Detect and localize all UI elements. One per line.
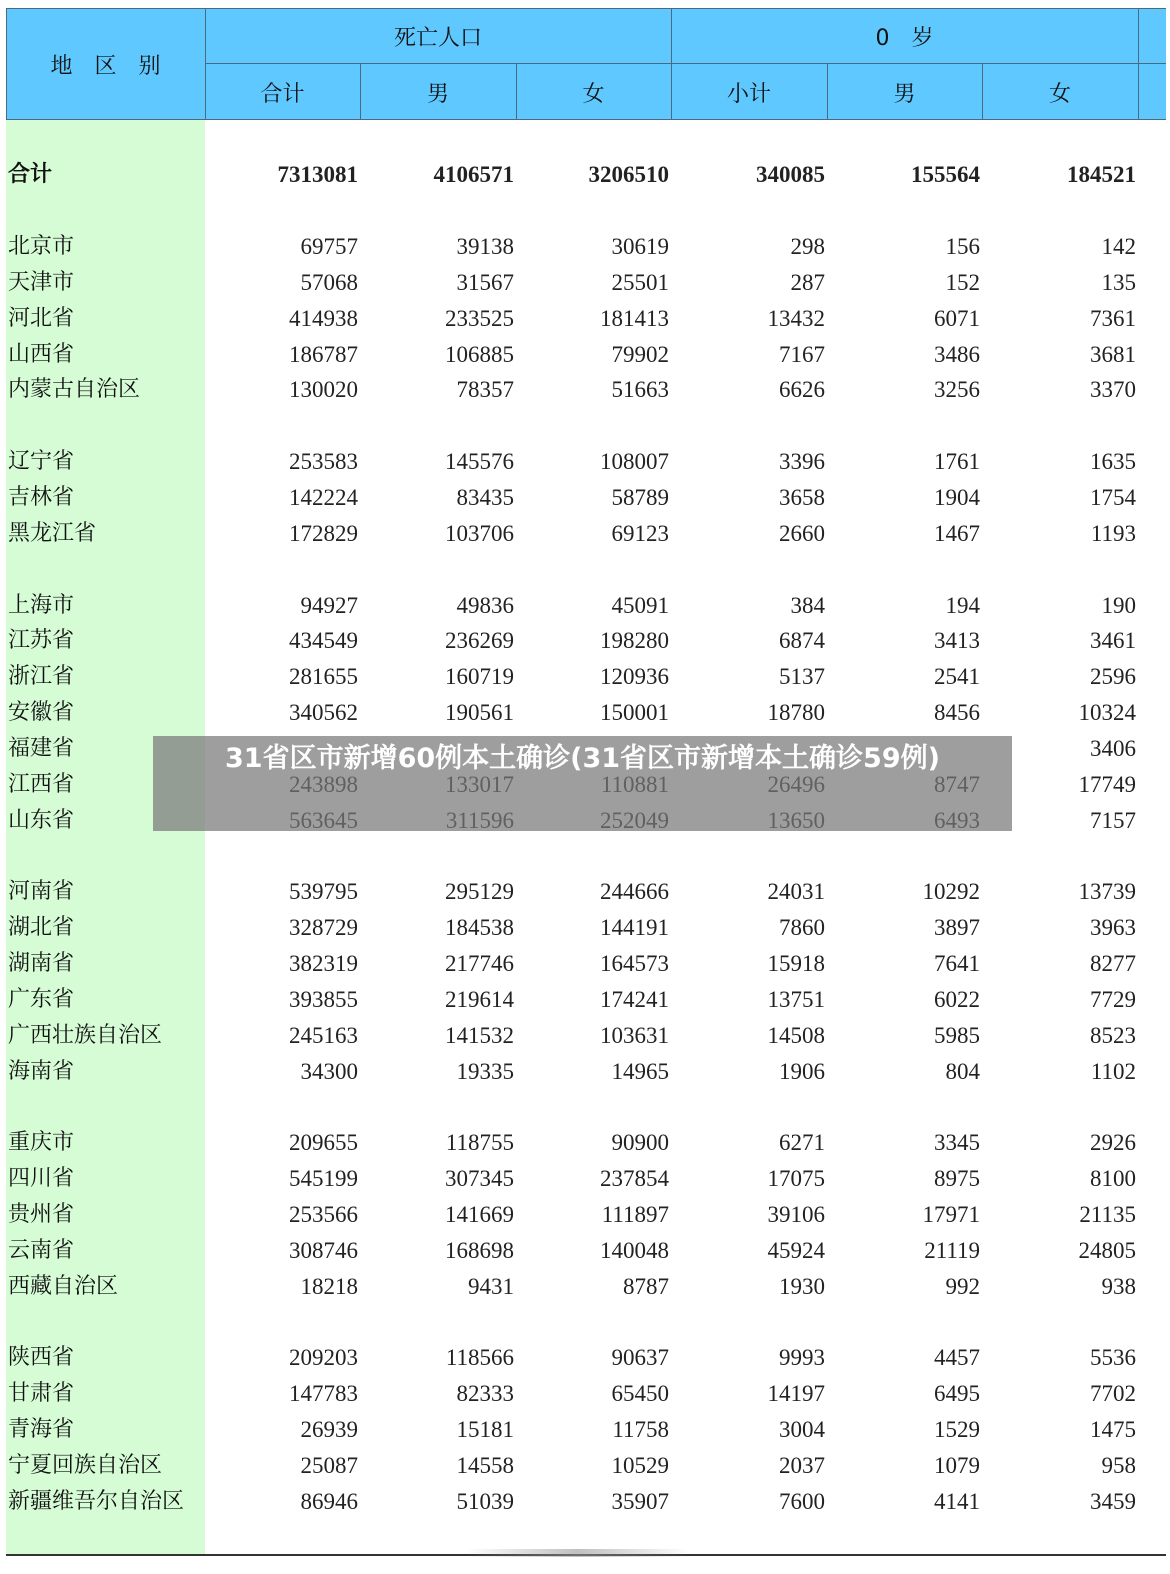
table-row — [6, 660, 1166, 694]
cell-deaths-male: 83435 — [456, 485, 514, 510]
cell-age0-subtotal: 287 — [790, 270, 825, 295]
cell-deaths-male: 14558 — [456, 1453, 514, 1478]
cell-age0-subtotal: 14508 — [767, 1023, 825, 1048]
cell-deaths-female: 51663 — [611, 377, 669, 402]
cell-deaths-male: 49836 — [456, 593, 514, 618]
caption-overlay — [153, 736, 1012, 831]
cell-deaths-female: 69123 — [611, 521, 669, 546]
cell-deaths-male: 307345 — [445, 1166, 514, 1191]
cell-deaths-male: 31567 — [456, 270, 514, 295]
cell-age0-female: 3681 — [1090, 342, 1136, 367]
cell-age0-subtotal: 7860 — [779, 915, 825, 940]
cell-age0-male: 1079 — [934, 1453, 980, 1478]
cell-age0-female: 1475 — [1090, 1417, 1136, 1442]
cell-deaths-male: 233525 — [445, 306, 514, 331]
cell-deaths-female: 150001 — [600, 700, 669, 725]
cell-age0-female: 17749 — [1078, 772, 1136, 797]
cell-age0-female: 135 — [1101, 270, 1136, 295]
table-row — [6, 517, 1166, 551]
cell-deaths-female: 140048 — [600, 1238, 669, 1263]
header-divider — [6, 8, 7, 120]
cell-age0-subtotal: 340085 — [756, 162, 825, 187]
region-name: 天津市 — [8, 270, 75, 295]
region-name: 海南省 — [8, 1059, 75, 1084]
cell-deaths-male: 103706 — [445, 521, 514, 546]
region-name: 吉林省 — [8, 485, 75, 510]
cell-deaths-total: 308746 — [289, 1238, 358, 1263]
cell-deaths-female: 164573 — [600, 951, 669, 976]
region-name: 广东省 — [8, 987, 75, 1012]
cell-age0-male: 3486 — [934, 342, 980, 367]
cell-deaths-total: 94927 — [300, 593, 358, 618]
header-mid-rule — [205, 63, 1166, 64]
cell-age0-subtotal: 3004 — [779, 1417, 825, 1442]
cell-age0-male: 992 — [945, 1274, 980, 1299]
header-divider — [827, 64, 828, 120]
region-name: 江西省 — [8, 772, 75, 797]
cell-age0-female: 8523 — [1090, 1023, 1136, 1048]
cell-age0-female: 142 — [1101, 234, 1136, 259]
cell-age0-female: 2596 — [1090, 664, 1136, 689]
region-name: 广西壮族自治区 — [8, 1023, 163, 1048]
region-name: 湖南省 — [8, 951, 75, 976]
col-header-male: 男 — [426, 81, 449, 107]
header-divider — [205, 8, 206, 120]
total-row — [6, 158, 1166, 192]
region-name: 陕西省 — [8, 1345, 75, 1370]
cell-deaths-female: 58789 — [611, 485, 669, 510]
table-row — [6, 1341, 1166, 1375]
cell-age0-subtotal: 2037 — [779, 1453, 825, 1478]
header-bottom-rule — [6, 119, 1166, 120]
cell-deaths-male: 118755 — [445, 1130, 514, 1155]
header-divider — [516, 64, 517, 120]
region-name: 上海市 — [8, 593, 75, 618]
cell-age0-female: 13739 — [1078, 879, 1136, 904]
cell-deaths-male: 78357 — [456, 377, 514, 402]
region-name: 宁夏回族自治区 — [8, 1453, 163, 1478]
cell-age0-male: 3413 — [934, 628, 980, 653]
table-row — [6, 1055, 1166, 1089]
cell-age0-male: 2541 — [934, 664, 980, 689]
cell-age0-subtotal: 13751 — [767, 987, 825, 1012]
cell-age0-male: 6495 — [934, 1381, 980, 1406]
cell-age0-female: 10324 — [1078, 700, 1136, 725]
region-name: 西藏自治区 — [8, 1274, 119, 1299]
cell-deaths-male: 82333 — [456, 1381, 514, 1406]
header-divider — [1138, 8, 1139, 120]
cell-age0-female: 184521 — [1067, 162, 1136, 187]
region-name: 青海省 — [8, 1417, 75, 1442]
cell-age0-female: 8277 — [1090, 951, 1136, 976]
col-header-female: 女 — [582, 81, 605, 107]
cell-age0-male: 17971 — [922, 1202, 980, 1227]
region-name: 贵州省 — [8, 1202, 75, 1227]
cell-age0-subtotal: 7167 — [779, 342, 825, 367]
cell-age0-male: 4141 — [934, 1489, 980, 1514]
age0-header: 0 岁 — [875, 25, 934, 51]
table-row — [6, 911, 1166, 945]
cell-deaths-male: 19335 — [456, 1059, 514, 1084]
cell-deaths-total: 253566 — [289, 1202, 358, 1227]
cell-deaths-total: 86946 — [300, 1489, 358, 1514]
cell-age0-subtotal: 384 — [790, 593, 825, 618]
cell-age0-female: 24805 — [1078, 1238, 1136, 1263]
cell-deaths-male: 9431 — [468, 1274, 514, 1299]
cell-deaths-female: 14965 — [611, 1059, 669, 1084]
cell-age0-subtotal: 9993 — [779, 1345, 825, 1370]
region-name: 重庆市 — [8, 1130, 75, 1155]
cell-age0-male: 3345 — [934, 1130, 980, 1155]
cell-age0-subtotal: 24031 — [767, 879, 825, 904]
cell-deaths-male: 141532 — [445, 1023, 514, 1048]
cell-deaths-female: 8787 — [623, 1274, 669, 1299]
cell-deaths-female: 35907 — [611, 1489, 669, 1514]
table-row — [6, 1413, 1166, 1447]
cell-deaths-total: 434549 — [289, 628, 358, 653]
cell-age0-female: 7729 — [1090, 987, 1136, 1012]
cell-deaths-female: 120936 — [600, 664, 669, 689]
table-row — [6, 302, 1166, 336]
cell-age0-subtotal: 7600 — [779, 1489, 825, 1514]
table-row — [6, 373, 1166, 407]
cell-deaths-female: 45091 — [611, 593, 669, 618]
table-row — [6, 983, 1166, 1017]
cell-age0-female: 3461 — [1090, 628, 1136, 653]
cell-deaths-total: 69757 — [300, 234, 358, 259]
cell-age0-male: 1529 — [934, 1417, 980, 1442]
region-name: 黑龙江省 — [8, 521, 97, 546]
cell-age0-male: 155564 — [911, 162, 980, 187]
cell-deaths-total: 245163 — [289, 1023, 358, 1048]
header-divider — [982, 64, 983, 120]
cell-deaths-male: 141669 — [445, 1202, 514, 1227]
cell-age0-male: 10292 — [922, 879, 980, 904]
cell-deaths-male: 15181 — [456, 1417, 514, 1442]
region-name: 新疆维吾尔自治区 — [8, 1489, 185, 1514]
cell-age0-female: 3406 — [1090, 736, 1136, 761]
cell-deaths-total: 25087 — [300, 1453, 358, 1478]
cell-age0-male: 8456 — [934, 700, 980, 725]
table-row — [6, 1449, 1166, 1483]
cell-age0-female: 21135 — [1079, 1202, 1136, 1227]
cell-deaths-male: 51039 — [456, 1489, 514, 1514]
cell-deaths-male: 118566 — [445, 1345, 514, 1370]
table-row — [6, 1126, 1166, 1160]
cell-age0-female: 1193 — [1090, 521, 1136, 546]
table-row — [6, 1198, 1166, 1232]
cell-deaths-total: 209203 — [289, 1345, 358, 1370]
cell-deaths-female: 90900 — [611, 1130, 669, 1155]
cell-age0-subtotal: 298 — [790, 234, 825, 259]
cell-deaths-female: 244666 — [600, 879, 669, 904]
region-name: 湖北省 — [8, 915, 75, 940]
cell-age0-male: 21119 — [924, 1238, 980, 1263]
cell-age0-subtotal: 6626 — [779, 377, 825, 402]
region-name: 山东省 — [8, 808, 75, 833]
cell-age0-female: 3370 — [1090, 377, 1136, 402]
cell-deaths-female: 108007 — [600, 449, 669, 474]
cell-age0-subtotal: 5137 — [779, 664, 825, 689]
cell-age0-female: 7702 — [1090, 1381, 1136, 1406]
col-header-age0-female: 女 — [1048, 81, 1071, 107]
cell-age0-subtotal: 6271 — [779, 1130, 825, 1155]
cell-deaths-total: 172829 — [289, 521, 358, 546]
cell-deaths-male: 219614 — [445, 987, 514, 1012]
cell-deaths-female: 79902 — [611, 342, 669, 367]
cell-deaths-total: 147783 — [289, 1381, 358, 1406]
cell-deaths-total: 281655 — [289, 664, 358, 689]
cell-deaths-female: 111897 — [601, 1202, 669, 1227]
cell-age0-female: 1102 — [1090, 1059, 1136, 1084]
table-row — [6, 624, 1166, 658]
cell-age0-female: 1754 — [1090, 485, 1136, 510]
header-top-rule — [6, 8, 1166, 9]
cell-age0-subtotal: 3658 — [779, 485, 825, 510]
region-name: 四川省 — [8, 1166, 75, 1191]
footer-smudge — [466, 1549, 690, 1557]
cell-deaths-total: 414938 — [289, 306, 358, 331]
cell-age0-subtotal: 14197 — [767, 1381, 825, 1406]
col-header-total: 合计 — [260, 81, 305, 107]
cell-deaths-male: 145576 — [445, 449, 514, 474]
cell-deaths-female: 90637 — [611, 1345, 669, 1370]
cell-age0-male: 1904 — [934, 485, 980, 510]
table-row — [6, 875, 1166, 909]
region-name: 合计 — [8, 162, 53, 187]
table-row — [6, 1234, 1166, 1268]
table-row — [6, 696, 1166, 730]
cell-age0-subtotal: 1930 — [779, 1274, 825, 1299]
cell-deaths-total: 340562 — [289, 700, 358, 725]
region-name: 山西省 — [8, 342, 75, 367]
cell-age0-male: 5985 — [934, 1023, 980, 1048]
cell-age0-female: 5536 — [1090, 1345, 1136, 1370]
cell-deaths-total: 382319 — [289, 951, 358, 976]
deaths-header: 死亡人口 — [393, 25, 482, 51]
cell-age0-male: 156 — [945, 234, 980, 259]
cell-age0-male: 6071 — [934, 306, 980, 331]
col-header-age0-male: 男 — [893, 81, 916, 107]
region-name: 甘肃省 — [8, 1381, 75, 1406]
cell-age0-male: 6022 — [934, 987, 980, 1012]
table-row — [6, 338, 1166, 372]
cell-age0-female: 7157 — [1090, 808, 1136, 833]
cell-deaths-female: 198280 — [600, 628, 669, 653]
cell-age0-female: 958 — [1101, 1453, 1136, 1478]
cell-age0-female: 3459 — [1090, 1489, 1136, 1514]
region-name: 云南省 — [8, 1238, 75, 1263]
cell-deaths-female: 181413 — [600, 306, 669, 331]
table-row — [6, 1270, 1166, 1304]
table-row — [6, 947, 1166, 981]
cell-deaths-male: 4106571 — [433, 162, 514, 187]
cell-deaths-total: 130020 — [289, 377, 358, 402]
cell-deaths-female: 174241 — [600, 987, 669, 1012]
cell-deaths-female: 30619 — [611, 234, 669, 259]
cell-age0-male: 4457 — [934, 1345, 980, 1370]
table-row — [6, 445, 1166, 479]
cell-age0-female: 7361 — [1090, 306, 1136, 331]
cell-age0-male: 3256 — [934, 377, 980, 402]
cell-deaths-total: 186787 — [289, 342, 358, 367]
cell-deaths-male: 184538 — [445, 915, 514, 940]
cell-deaths-male: 190561 — [445, 700, 514, 725]
cell-age0-female: 8100 — [1090, 1166, 1136, 1191]
cell-age0-subtotal: 3396 — [779, 449, 825, 474]
cell-deaths-total: 393855 — [289, 987, 358, 1012]
cell-deaths-female: 25501 — [611, 270, 669, 295]
cell-age0-male: 1761 — [934, 449, 980, 474]
table-row — [6, 589, 1166, 623]
table-row — [6, 230, 1166, 264]
region-name: 安徽省 — [8, 700, 75, 725]
cell-age0-female: 190 — [1101, 593, 1136, 618]
cell-deaths-female: 144191 — [600, 915, 669, 940]
cell-deaths-male: 217746 — [445, 951, 514, 976]
region-name: 北京市 — [8, 234, 75, 259]
cell-age0-subtotal: 2660 — [779, 521, 825, 546]
caption-text: 31省区市新增60例本土确诊(31省区市新增本土确诊59例) — [225, 743, 940, 774]
region-name: 辽宁省 — [8, 449, 75, 474]
region-name: 河南省 — [8, 879, 75, 904]
region-name: 浙江省 — [8, 664, 75, 689]
cell-age0-female: 938 — [1101, 1274, 1136, 1299]
cell-age0-male: 152 — [945, 270, 980, 295]
header-divider — [671, 8, 672, 120]
cell-age0-subtotal: 17075 — [767, 1166, 825, 1191]
table-row — [6, 266, 1166, 300]
table-header — [6, 8, 1166, 120]
cell-deaths-total: 142224 — [289, 485, 358, 510]
cell-age0-male: 804 — [945, 1059, 980, 1084]
cell-age0-female: 2926 — [1090, 1130, 1136, 1155]
cell-deaths-total: 34300 — [300, 1059, 358, 1084]
cell-deaths-total: 18218 — [300, 1274, 358, 1299]
region-name: 福建省 — [8, 736, 75, 761]
cell-deaths-total: 539795 — [289, 879, 358, 904]
cell-deaths-total: 328729 — [289, 915, 358, 940]
cell-deaths-male: 160719 — [445, 664, 514, 689]
cell-age0-female: 1635 — [1090, 449, 1136, 474]
cell-age0-subtotal: 13432 — [767, 306, 825, 331]
cell-deaths-total: 209655 — [289, 1130, 358, 1155]
cell-age0-subtotal: 45924 — [767, 1238, 825, 1263]
cell-deaths-male: 39138 — [456, 234, 514, 259]
region-name: 内蒙古自治区 — [8, 377, 141, 402]
table-row — [6, 1162, 1166, 1196]
table-row — [6, 481, 1166, 515]
cell-age0-male: 3897 — [934, 915, 980, 940]
cell-deaths-female: 237854 — [600, 1166, 669, 1191]
cell-age0-subtotal: 39106 — [767, 1202, 825, 1227]
cell-deaths-male: 106885 — [445, 342, 514, 367]
cell-deaths-total: 57068 — [300, 270, 358, 295]
cell-deaths-total: 253583 — [289, 449, 358, 474]
cell-deaths-female: 3206510 — [588, 162, 669, 187]
table-row — [6, 1019, 1166, 1053]
cell-age0-male: 7641 — [934, 951, 980, 976]
col-header-subtotal: 小计 — [726, 81, 771, 107]
cell-deaths-total: 7313081 — [277, 162, 358, 187]
region-name: 江苏省 — [8, 628, 75, 653]
cell-age0-male: 8975 — [934, 1166, 980, 1191]
cell-deaths-female: 10529 — [611, 1453, 669, 1478]
header-divider — [360, 64, 361, 120]
cell-age0-subtotal: 15918 — [767, 951, 825, 976]
cell-age0-male: 194 — [945, 593, 980, 618]
cell-deaths-female: 103631 — [600, 1023, 669, 1048]
cell-deaths-female: 65450 — [611, 1381, 669, 1406]
cell-age0-subtotal: 18780 — [767, 700, 825, 725]
cell-deaths-female: 11758 — [612, 1417, 669, 1442]
region-header: 地 区 别 — [50, 53, 161, 79]
table-row — [6, 1485, 1166, 1519]
cell-deaths-total: 26939 — [300, 1417, 358, 1442]
cell-deaths-total: 545199 — [289, 1166, 358, 1191]
cell-age0-subtotal: 6874 — [779, 628, 825, 653]
table-row — [6, 1377, 1166, 1411]
cell-deaths-male: 236269 — [445, 628, 514, 653]
cell-deaths-male: 168698 — [445, 1238, 514, 1263]
region-name: 河北省 — [8, 306, 75, 331]
cell-deaths-male: 295129 — [445, 879, 514, 904]
cell-age0-subtotal: 1906 — [779, 1059, 825, 1084]
cell-age0-male: 1467 — [934, 521, 980, 546]
cell-age0-female: 3963 — [1090, 915, 1136, 940]
